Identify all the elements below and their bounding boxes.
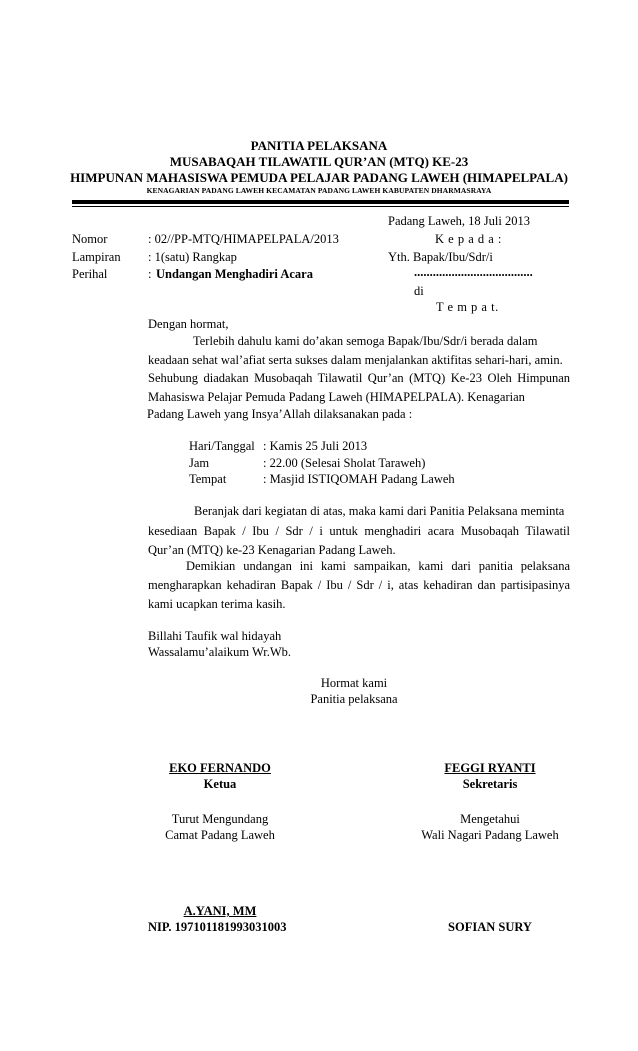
paragraph-4-line-3: kami ucapkan terima kasih.: [148, 597, 286, 611]
event-date-value: : Kamis 25 Juli 2013: [263, 439, 368, 453]
header-event: MUSABAQAH TILAWATIL QUR’AN (MTQ) KE-23: [169, 154, 469, 169]
closing-line-1: Billahi Taufik wal hidayah: [148, 629, 282, 643]
nomor-label: Nomor: [72, 232, 108, 246]
paragraph-1-line-1: Terlebih dahulu kami do’akan semoga Bapak/Ibu/Sdr/i berada dalam: [193, 334, 538, 348]
event-time-label: Jam: [189, 456, 210, 470]
camat-nip: NIP. 197101181993031003: [148, 920, 287, 934]
recipient-kepada: K e p a d a :: [435, 232, 502, 246]
paragraph-2-line-3: Padang Laweh yang Insya’Allah dilaksanakan pada :: [147, 407, 413, 421]
event-place-label: Tempat: [189, 472, 227, 486]
event-date-label: Hari/Tanggal: [189, 439, 255, 453]
wali-name: SOFIAN SURY: [448, 920, 532, 934]
paragraph-2-line-1: Sehubung diadakan Musobaqah Tilawatil Qur’an (MTQ) Ke-23 Oleh Himpunan: [148, 371, 570, 385]
header-address: KENAGARIAN PADANG LAWEH KECAMATAN PADANG LAWEH KABUPATEN DHARMASRAYA: [146, 186, 492, 195]
closing-line-2: Wassalamu’alaikum Wr.Wb.: [148, 645, 292, 659]
header-committee: PANITIA PELAKSANA: [250, 138, 388, 153]
lampiran-value: : 1(satu) Rangkap: [148, 250, 237, 264]
lampiran-label: Lampiran: [72, 250, 121, 264]
know-line-1: Mengetahui: [460, 812, 520, 826]
event-place-value: : Masjid ISTIQOMAH Padang Laweh: [263, 472, 455, 486]
paragraph-2: [148, 369, 570, 407]
perihal-value: Undangan Menghadiri Acara: [156, 267, 313, 281]
header-rule-thin: [72, 206, 569, 207]
know-line-2: Wali Nagari Padang Laweh: [421, 828, 559, 842]
header-organization: HIMPUNAN MAHASISWA PEMUDA PELAJAR PADANG LAWEH (HIMAPELPALA): [70, 170, 568, 185]
paragraph-3-line-1: Beranjak dari kegiatan di atas, maka kami dari Panitia Pelaksana meminta: [194, 504, 565, 518]
recipient-tempat: T e m p a t.: [436, 300, 499, 314]
chair-name: EKO FERNANDO: [169, 761, 271, 775]
recipient-yth: Yth. Bapak/Ibu/Sdr/i: [388, 250, 493, 264]
chair-title: Ketua: [203, 777, 237, 791]
paragraph-1-line-2: keadaan sehat wal’afiat serta sukses dalam menjalankan aktifitas sehari-hari, amin.: [148, 353, 563, 367]
perihal-label: Perihal: [72, 267, 108, 281]
paragraph-4-line-2: mengharapkan kehadiran Bapak / Ibu / Sdr / i, atas kehadiran dan partisipasinya: [148, 578, 570, 592]
camat-name: A.YANI, MM: [183, 904, 257, 918]
recipient-di: di: [414, 284, 424, 298]
paragraph-3-line-3: Qur’an (MTQ) ke-23 Kenagarian Padang Laweh.: [148, 543, 396, 557]
perihal-colon: :: [148, 267, 152, 281]
nomor-value: : 02//PP-MTQ/HIMAPELPALA/2013: [148, 232, 339, 246]
signoff-line-1: Hormat kami: [320, 676, 388, 690]
paragraph-4-line-1: Demikian undangan ini kami sampaikan, kami dari panitia pelaksana: [186, 559, 570, 573]
invite-line-1: Turut Mengundang: [171, 812, 269, 826]
invite-line-2: Camat Padang Laweh: [165, 828, 275, 842]
greeting: Dengan hormat,: [148, 317, 229, 331]
paragraph-2-line-2: Mahasiswa Pelajar Pemuda Padang Laweh (HIMAPELPALA). Kenagarian: [148, 390, 525, 404]
recipient-dots: ......................................: [414, 265, 533, 279]
event-time-value: : 22.00 (Selesai Sholat Taraweh): [263, 456, 426, 470]
paragraph-3: [148, 522, 570, 560]
secretary-name: FEGGI RYANTI: [444, 761, 536, 775]
header-rule-thick: [72, 200, 569, 204]
secretary-title: Sekretaris: [462, 777, 518, 791]
paragraph-4: [148, 576, 570, 614]
signoff-line-2: Panitia pelaksana: [310, 692, 398, 706]
paragraph-3-line-2: kesediaan Bapak / Ibu / Sdr / i untuk menghadiri acara Musobaqah Tilawatil: [148, 524, 570, 538]
letter-date: Padang Laweh, 18 Juli 2013: [388, 214, 530, 228]
